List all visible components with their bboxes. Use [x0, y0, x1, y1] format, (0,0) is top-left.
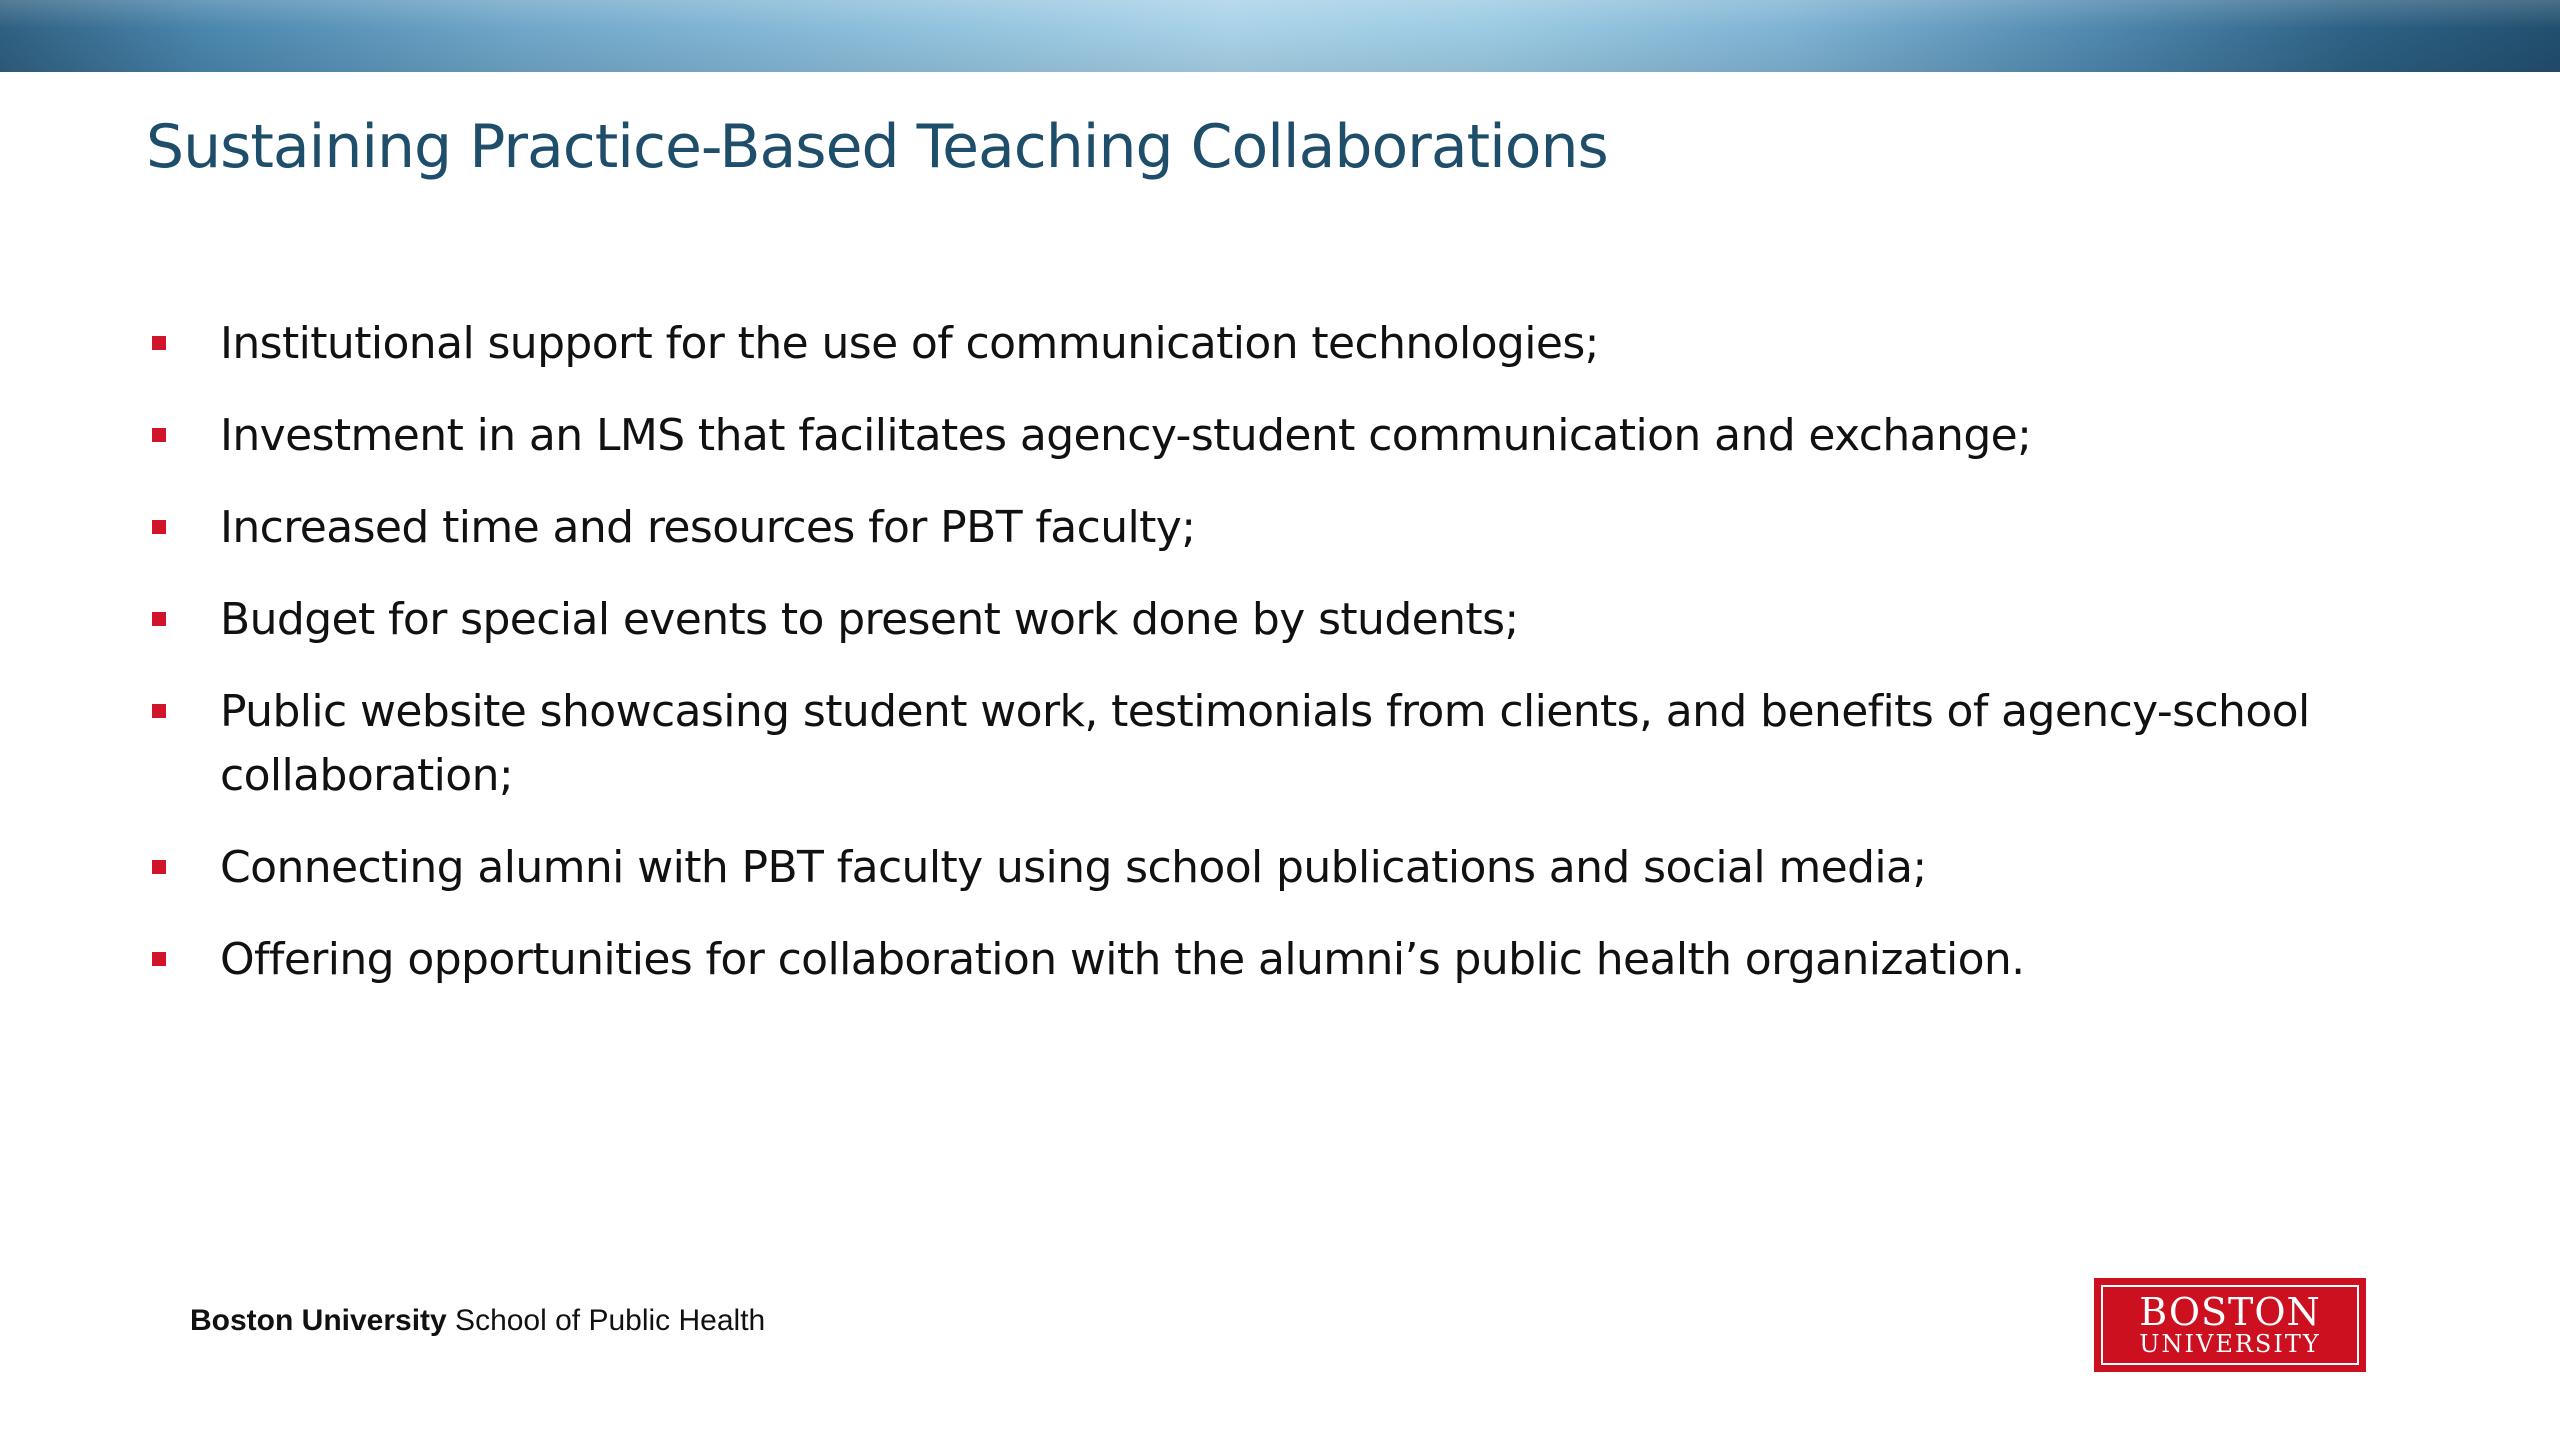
footer-institution	[190, 1304, 765, 1338]
bullet-item	[146, 496, 2386, 560]
square-bullet-icon	[152, 952, 166, 966]
bullet-item	[146, 404, 2386, 468]
bullet-text: Offering opportunities for collaboration with the alumni’s public health organization.	[220, 934, 2025, 985]
bullet-item	[146, 836, 2386, 900]
logo-line-2: UNIVERSITY	[2139, 1330, 2321, 1358]
square-bullet-icon	[152, 336, 166, 350]
bullet-text: Increased time and resources for PBT faculty;	[220, 502, 1196, 553]
footer-institution-bold: Boston University	[190, 1304, 447, 1337]
bullet-text: Connecting alumni with PBT faculty using school publications and social media;	[220, 842, 1927, 893]
bullet-text: Institutional support for the use of communication technologies;	[220, 318, 1599, 369]
top-banner	[0, 0, 2560, 72]
bullet-list	[146, 312, 2386, 1020]
boston-university-logo	[2094, 1278, 2366, 1372]
logo-line-1: BOSTON	[2139, 1290, 2321, 1334]
bullet-text: Investment in an LMS that facilitates agency-student communication and exchange;	[220, 410, 2032, 461]
bullet-item	[146, 928, 2386, 992]
square-bullet-icon	[152, 704, 166, 718]
square-bullet-icon	[152, 612, 166, 626]
bullet-item	[146, 588, 2386, 652]
bullet-item	[146, 312, 2386, 376]
bullet-text: Public website showcasing student work, testimonials from clients, and benefits of agency-school collaboration;	[220, 686, 2310, 801]
bullet-text: Budget for special events to present work done by students;	[220, 594, 1519, 645]
square-bullet-icon	[152, 860, 166, 874]
slide-title: Sustaining Practice-Based Teaching Collaborations	[146, 112, 1608, 182]
square-bullet-icon	[152, 428, 166, 442]
footer-institution-rest: School of Public Health	[446, 1304, 766, 1337]
bullet-item	[146, 680, 2386, 808]
square-bullet-icon	[152, 520, 166, 534]
